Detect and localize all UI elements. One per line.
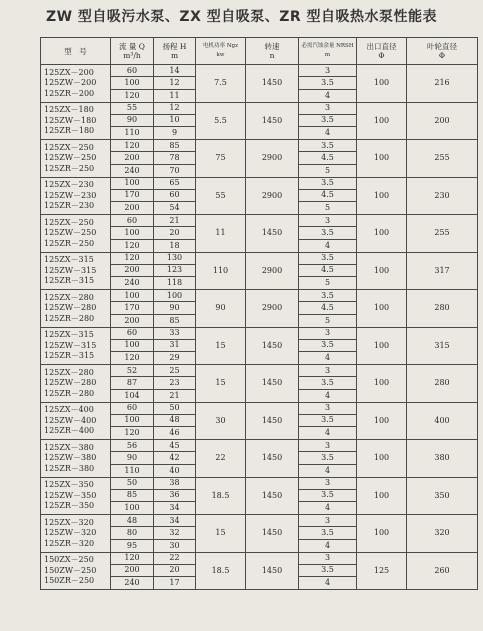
flow-cell: 80 — [111, 527, 154, 540]
table-row — [41, 215, 478, 227]
speed-cell: 1450 — [246, 515, 299, 553]
model-name: 125ZW－400 — [44, 415, 97, 425]
impeller-cell: 320 — [407, 515, 478, 553]
model-name: 125ZW－280 — [44, 303, 97, 312]
npsh-cell: 3.5 — [299, 452, 357, 465]
table-row — [41, 140, 478, 152]
head-cell: 21 — [154, 389, 196, 402]
impeller-cell: 260 — [407, 552, 478, 590]
head-cell: 60 — [154, 189, 196, 202]
model-name: 125ZX－400 — [44, 405, 94, 414]
head-cell: 17 — [154, 577, 196, 590]
head-cell: 31 — [154, 339, 196, 352]
outlet-cell: 100 — [357, 140, 407, 178]
speed-cell: 1450 — [246, 552, 299, 590]
table-row — [41, 327, 478, 339]
npsh-cell: 3 — [299, 102, 357, 114]
head-cell: 85 — [154, 140, 196, 152]
npsh-cell: 4 — [299, 352, 357, 365]
model-cell — [41, 65, 111, 103]
npsh-cell: 4 — [299, 577, 357, 590]
npsh-cell: 4.5 — [299, 302, 357, 315]
model-name: 125ZR－380 — [44, 463, 95, 473]
header-head: 扬程 H m — [154, 38, 196, 65]
flow-cell: 100 — [111, 77, 154, 90]
model-cell — [41, 252, 111, 290]
head-cell: 46 — [154, 427, 196, 440]
model-name: 125ZW－315 — [44, 340, 97, 350]
header-speed: 转速 n — [246, 38, 299, 65]
impeller-cell: 200 — [407, 102, 478, 140]
npsh-cell: 4 — [299, 389, 357, 402]
npsh-cell: 5 — [299, 164, 357, 177]
npsh-cell: 4 — [299, 239, 357, 252]
model-name: 125ZX－250 — [44, 142, 94, 152]
model-name: 125ZR－250 — [44, 238, 95, 248]
flow-cell: 50 — [111, 477, 154, 489]
model-name: 125ZW－315 — [44, 265, 97, 275]
npsh-cell: 5 — [299, 202, 357, 215]
head-cell: 9 — [154, 127, 196, 140]
model-name: 125ZW－230 — [44, 190, 97, 200]
npsh-cell: 3.5 — [299, 114, 357, 127]
table-row — [41, 365, 478, 377]
speed-cell: 2900 — [246, 290, 299, 328]
model-name: 125ZW－350 — [44, 490, 97, 500]
model-name: 125ZR－280 — [44, 313, 95, 323]
model-name: 125ZX－315 — [44, 330, 94, 339]
model-cell — [41, 290, 111, 328]
flow-cell: 100 — [111, 290, 154, 302]
flow-cell: 200 — [111, 564, 154, 577]
head-cell: 32 — [154, 527, 196, 540]
model-name: 125ZW－250 — [44, 228, 97, 237]
head-cell: 36 — [154, 489, 196, 502]
head-cell: 25 — [154, 365, 196, 377]
flow-cell: 100 — [111, 177, 154, 189]
flow-cell: 100 — [111, 414, 154, 427]
flow-cell: 120 — [111, 89, 154, 102]
npsh-cell: 3.5 — [299, 489, 357, 502]
impeller-cell: 380 — [407, 440, 478, 478]
outlet-cell: 100 — [357, 290, 407, 328]
model-name: 125ZR－230 — [44, 201, 95, 210]
flow-cell: 120 — [111, 352, 154, 365]
flow-cell: 90 — [111, 114, 154, 127]
npsh-cell: 3 — [299, 552, 357, 564]
flow-cell: 200 — [111, 152, 154, 165]
model-name: 125ZR－320 — [44, 538, 95, 548]
head-cell: 10 — [154, 114, 196, 127]
table-row — [41, 65, 478, 77]
npsh-cell: 4 — [299, 427, 357, 440]
flow-cell: 240 — [111, 277, 154, 290]
npsh-cell: 3 — [299, 515, 357, 527]
model-name: 125ZX－200 — [44, 67, 94, 77]
outlet-cell: 100 — [357, 102, 407, 140]
table-row — [41, 102, 478, 114]
impeller-cell: 280 — [407, 365, 478, 403]
model-name: 150ZX－250 — [44, 555, 94, 564]
npsh-cell: 3.5 — [299, 77, 357, 90]
flow-cell: 104 — [111, 389, 154, 402]
impeller-cell: 400 — [407, 402, 478, 440]
power-cell: 75 — [196, 140, 246, 178]
head-cell: 14 — [154, 65, 196, 77]
flow-cell: 85 — [111, 489, 154, 502]
model-cell — [41, 477, 111, 515]
impeller-cell: 255 — [407, 215, 478, 253]
impeller-cell: 315 — [407, 327, 478, 365]
flow-cell: 110 — [111, 464, 154, 477]
impeller-cell: 317 — [407, 252, 478, 290]
model-name: 150ZR－250 — [44, 576, 95, 585]
head-cell: 29 — [154, 352, 196, 365]
table-row — [41, 440, 478, 452]
model-cell — [41, 102, 111, 140]
head-cell: 48 — [154, 414, 196, 427]
speed-cell: 2900 — [246, 177, 299, 215]
head-cell: 118 — [154, 277, 196, 290]
flow-cell: 240 — [111, 577, 154, 590]
model-name: 125ZR－350 — [44, 501, 95, 510]
flow-cell: 100 — [111, 339, 154, 352]
npsh-cell: 3 — [299, 215, 357, 227]
table-row — [41, 477, 478, 489]
flow-cell: 60 — [111, 215, 154, 227]
flow-cell: 120 — [111, 552, 154, 564]
model-name: 125ZR－280 — [44, 388, 95, 398]
power-cell: 18.5 — [196, 552, 246, 590]
model-name: 150ZW－250 — [44, 565, 97, 575]
flow-cell: 200 — [111, 202, 154, 215]
model-name: 125ZR－250 — [44, 163, 95, 173]
power-cell: 90 — [196, 290, 246, 328]
power-cell: 11 — [196, 215, 246, 253]
flow-cell: 240 — [111, 164, 154, 177]
speed-cell: 2900 — [246, 252, 299, 290]
page-title: ZW 型自吸污水泵、ZX 型自吸泵、ZR 型自吸热水泵性能表 — [45, 9, 438, 25]
flow-cell: 90 — [111, 452, 154, 465]
model-name: 125ZX－280 — [44, 292, 94, 302]
npsh-cell: 3 — [299, 327, 357, 339]
impeller-cell: 230 — [407, 177, 478, 215]
head-cell: 11 — [154, 89, 196, 102]
npsh-cell: 3.5 — [299, 377, 357, 390]
header-row — [41, 38, 478, 65]
table-row — [41, 552, 478, 564]
power-cell: 22 — [196, 440, 246, 478]
outlet-cell: 100 — [357, 65, 407, 103]
outlet-cell: 100 — [357, 365, 407, 403]
head-cell: 90 — [154, 302, 196, 315]
flow-cell: 200 — [111, 314, 154, 327]
npsh-cell: 3.5 — [299, 564, 357, 577]
model-name: 125ZW－180 — [44, 115, 97, 125]
npsh-cell: 3 — [299, 365, 357, 377]
performance-table — [40, 37, 478, 590]
head-cell: 42 — [154, 452, 196, 465]
outlet-cell: 125 — [357, 552, 407, 590]
head-cell: 21 — [154, 215, 196, 227]
flow-cell: 55 — [111, 102, 154, 114]
npsh-cell: 3.5 — [299, 252, 357, 264]
flow-cell: 100 — [111, 502, 154, 515]
npsh-cell: 3.5 — [299, 177, 357, 189]
speed-cell: 1450 — [246, 102, 299, 140]
flow-cell: 60 — [111, 402, 154, 414]
npsh-cell: 3.5 — [299, 227, 357, 240]
head-cell: 12 — [154, 77, 196, 90]
outlet-cell: 100 — [357, 440, 407, 478]
npsh-cell: 4 — [299, 89, 357, 102]
header-impeller: 叶轮直径 Φ — [407, 38, 478, 65]
outlet-cell: 100 — [357, 327, 407, 365]
speed-cell: 1450 — [246, 65, 299, 103]
outlet-cell: 100 — [357, 177, 407, 215]
power-cell: 15 — [196, 327, 246, 365]
flow-cell: 60 — [111, 327, 154, 339]
flow-cell: 120 — [111, 427, 154, 440]
head-cell: 23 — [154, 377, 196, 390]
npsh-cell: 4 — [299, 502, 357, 515]
npsh-cell: 4 — [299, 539, 357, 552]
power-cell: 15 — [196, 365, 246, 403]
flow-cell: 95 — [111, 539, 154, 552]
head-cell: 34 — [154, 502, 196, 515]
flow-cell: 120 — [111, 252, 154, 264]
head-cell: 40 — [154, 464, 196, 477]
npsh-cell: 3.5 — [299, 140, 357, 152]
model-name: 125ZW－280 — [44, 378, 97, 387]
speed-cell: 1450 — [246, 477, 299, 515]
power-cell: 18.5 — [196, 477, 246, 515]
model-name: 125ZX－280 — [44, 367, 94, 377]
power-cell: 7.5 — [196, 65, 246, 103]
model-name: 125ZX－250 — [44, 217, 94, 227]
npsh-cell: 4.5 — [299, 264, 357, 277]
npsh-cell: 4.5 — [299, 189, 357, 202]
impeller-cell: 216 — [407, 65, 478, 103]
table-row — [41, 515, 478, 527]
power-cell: 110 — [196, 252, 246, 290]
flow-cell: 87 — [111, 377, 154, 390]
outlet-cell: 100 — [357, 477, 407, 515]
head-cell: 30 — [154, 539, 196, 552]
outlet-cell: 100 — [357, 402, 407, 440]
npsh-cell: 3.5 — [299, 290, 357, 302]
head-cell: 34 — [154, 515, 196, 527]
speed-cell: 1450 — [246, 215, 299, 253]
power-cell: 30 — [196, 402, 246, 440]
table-row — [41, 177, 478, 189]
outlet-cell: 100 — [357, 515, 407, 553]
head-cell: 33 — [154, 327, 196, 339]
header-power: 电机功率 Ngz kw — [196, 38, 246, 65]
model-cell — [41, 327, 111, 365]
head-cell: 18 — [154, 239, 196, 252]
power-cell: 55 — [196, 177, 246, 215]
npsh-cell: 4 — [299, 127, 357, 140]
head-cell: 22 — [154, 552, 196, 564]
header-flow: 流 量 Q m³/h — [111, 38, 154, 65]
head-cell: 100 — [154, 290, 196, 302]
head-cell: 130 — [154, 252, 196, 264]
model-name: 125ZR－315 — [44, 276, 95, 285]
model-name: 125ZW－320 — [44, 528, 97, 537]
model-cell — [41, 215, 111, 253]
table-body — [41, 65, 478, 590]
outlet-cell: 100 — [357, 252, 407, 290]
model-name: 125ZW－250 — [44, 153, 97, 162]
npsh-cell: 3.5 — [299, 527, 357, 540]
header-npsh: 必需汽蚀余量 NRSH m — [299, 38, 357, 65]
speed-cell: 1450 — [246, 327, 299, 365]
npsh-cell: 3 — [299, 440, 357, 452]
flow-cell: 120 — [111, 140, 154, 152]
model-name: 125ZR－180 — [44, 126, 95, 135]
npsh-cell: 3.5 — [299, 339, 357, 352]
model-name: 125ZR－400 — [44, 426, 95, 435]
head-cell: 45 — [154, 440, 196, 452]
head-cell: 54 — [154, 202, 196, 215]
model-cell — [41, 515, 111, 553]
model-name: 125ZX－350 — [44, 480, 94, 489]
head-cell: 12 — [154, 102, 196, 114]
model-cell — [41, 402, 111, 440]
head-cell: 38 — [154, 477, 196, 489]
speed-cell: 1450 — [246, 440, 299, 478]
flow-cell: 170 — [111, 189, 154, 202]
flow-cell: 110 — [111, 127, 154, 140]
speed-cell: 1450 — [246, 365, 299, 403]
flow-cell: 52 — [111, 365, 154, 377]
flow-cell: 48 — [111, 515, 154, 527]
model-name: 125ZX－315 — [44, 255, 94, 264]
header-model: 型 号 — [41, 38, 111, 65]
head-cell: 50 — [154, 402, 196, 414]
head-cell: 78 — [154, 152, 196, 165]
npsh-cell: 3.5 — [299, 414, 357, 427]
model-cell — [41, 365, 111, 403]
model-name: 125ZX－230 — [44, 180, 94, 189]
speed-cell: 1450 — [246, 402, 299, 440]
outlet-cell: 100 — [357, 215, 407, 253]
head-cell: 65 — [154, 177, 196, 189]
npsh-cell: 5 — [299, 314, 357, 327]
flow-cell: 60 — [111, 65, 154, 77]
model-cell — [41, 140, 111, 178]
model-cell — [41, 552, 111, 590]
header-outlet: 出口直径 Φ — [357, 38, 407, 65]
head-cell: 70 — [154, 164, 196, 177]
impeller-cell: 280 — [407, 290, 478, 328]
model-cell — [41, 177, 111, 215]
model-cell — [41, 440, 111, 478]
npsh-cell: 5 — [299, 277, 357, 290]
npsh-cell: 4.5 — [299, 152, 357, 165]
flow-cell: 170 — [111, 302, 154, 315]
flow-cell: 120 — [111, 239, 154, 252]
model-name: 125ZX－380 — [44, 442, 94, 452]
model-name: 125ZW－380 — [44, 453, 97, 462]
head-cell: 20 — [154, 564, 196, 577]
model-name: 125ZX－320 — [44, 517, 94, 527]
table-row — [41, 252, 478, 264]
npsh-cell: 3 — [299, 65, 357, 77]
head-cell: 85 — [154, 314, 196, 327]
impeller-cell: 255 — [407, 140, 478, 178]
npsh-cell: 3 — [299, 402, 357, 414]
flow-cell: 200 — [111, 264, 154, 277]
head-cell: 20 — [154, 227, 196, 240]
speed-cell: 2900 — [246, 140, 299, 178]
model-name: 125ZX－180 — [44, 105, 94, 114]
head-cell: 123 — [154, 264, 196, 277]
model-name: 125ZR－200 — [44, 88, 95, 98]
model-name: 125ZW－200 — [44, 78, 97, 87]
table-row — [41, 290, 478, 302]
flow-cell: 100 — [111, 227, 154, 240]
power-cell: 15 — [196, 515, 246, 553]
impeller-cell: 350 — [407, 477, 478, 515]
flow-cell: 56 — [111, 440, 154, 452]
model-name: 125ZR－315 — [44, 351, 95, 360]
npsh-cell: 4 — [299, 464, 357, 477]
power-cell: 5.5 — [196, 102, 246, 140]
table-row — [41, 402, 478, 414]
npsh-cell: 3 — [299, 477, 357, 489]
